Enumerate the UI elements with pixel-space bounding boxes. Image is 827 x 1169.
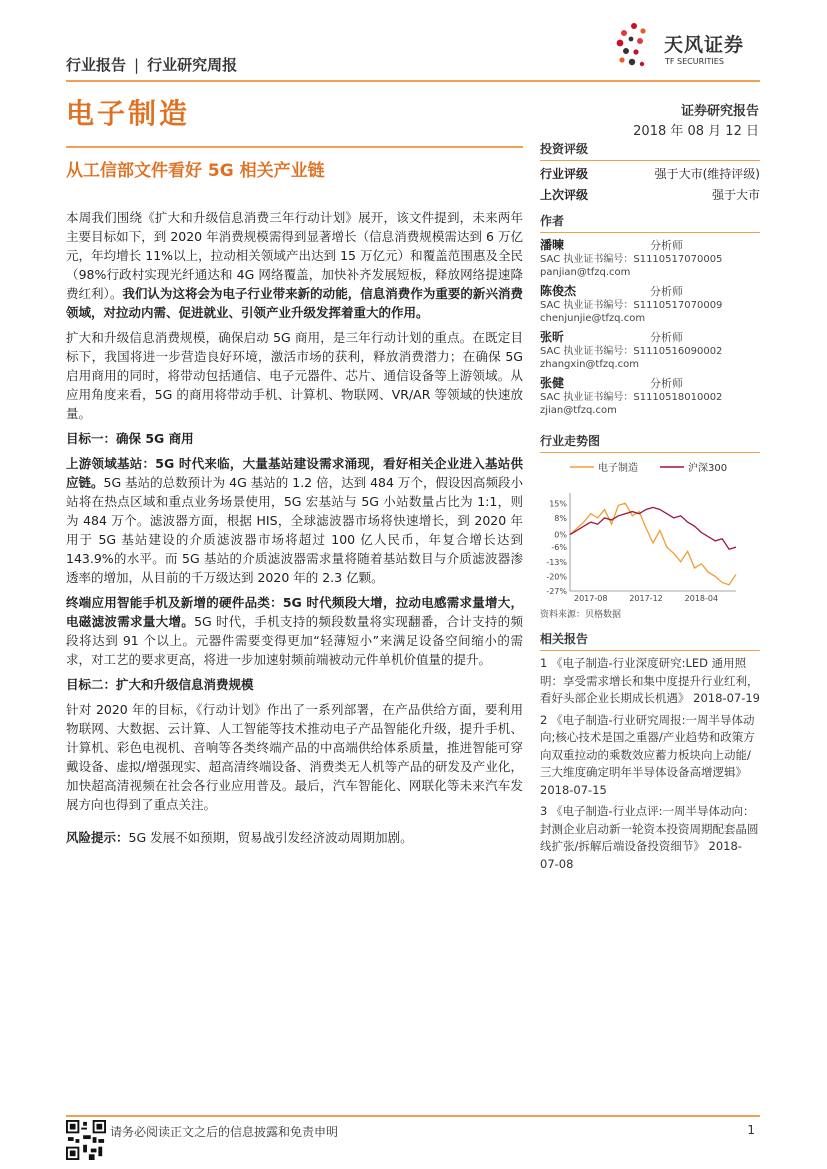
trend-heading: 行业走势图: [540, 432, 760, 453]
analyst-entry: [540, 377, 760, 417]
analyst-entry: [540, 239, 760, 279]
logo-mark-icon: [612, 22, 662, 72]
x-tick-label: 2017-08: [574, 594, 608, 603]
y-tick-label: 15%: [549, 499, 567, 509]
analyst-email[interactable]: panjian@tfzq.com: [540, 267, 631, 278]
intro-conclusion: 我们认为这将会为电子行业带来新的动能，信息消费作为重要的新兴消费领域，对拉动内需、促进就业、引领产业升级发挥着重大的作用。: [66, 286, 523, 320]
analyst-name: 潘暕: [540, 238, 565, 252]
related-report-item[interactable]: 3 《电子制造-行业点评:一周半导体动向：封测企业启动新一轮资本投资周期配套晶圆线扩张/拆解后端设备投资细节》 2018-07-08: [540, 804, 759, 871]
previous-rating-label: 上次评级: [540, 188, 589, 202]
base-station-lead: 上游领域基站：5G 时代来临，大量基站建设需求涌现，看好相关企业进入基站供应链。: [66, 456, 523, 490]
section-heading-goal-1: 目标一：确保 5G 商用: [66, 431, 194, 446]
breadcrumb-report-subtype: 行业研究周报: [147, 56, 238, 74]
chart-source: 资料来源：贝格数据: [540, 610, 622, 620]
y-tick-label: -20%: [546, 572, 567, 582]
logo-name-cn: 天风证券: [664, 34, 745, 56]
page-number: 1: [747, 1123, 755, 1137]
series-line-electronics: [570, 503, 736, 584]
paragraph-terminal: [66, 593, 523, 669]
analyst-email[interactable]: chenjunjie@tfzq.com: [540, 313, 646, 324]
authors-panel: [540, 212, 760, 417]
industry-rating-label: 行业评级: [540, 167, 589, 181]
risk-text: 5G 发展不如预期，贸易战引发经济波动周期加剧。: [128, 830, 413, 845]
paragraph-base-station: [66, 454, 523, 587]
analyst-email[interactable]: zhangxin@tfzq.com: [540, 359, 640, 370]
intro-text: 本周我们围绕《扩大和升级信息消费三年行动计划》展开，该文件提到，未来两年主要目标如下，到 2020 年消费规模需得到显著增长（信息消费规模需达到 6 万亿元，年均增长 11%以上，拉动相关领域产出达到 15 万亿元）和覆盖范围惠及全民（98%行政村实现光纤通达和 4G 网络覆盖，加快补齐发展短板，释放网络提速降费红利）。: [66, 210, 523, 301]
page-title: 电子制造: [66, 97, 191, 130]
related-heading: 相关报告: [540, 630, 760, 651]
logo-name-en: TF SECURITIES: [665, 57, 724, 66]
y-tick-label: -6%: [551, 543, 567, 553]
footer-disclaimer: 请务必阅读正文之后的信息披露和免责申明: [110, 1125, 339, 1139]
legend-label: 沪深300: [688, 463, 728, 474]
authors-heading: 作者: [540, 212, 760, 233]
analyst-entry: [540, 331, 760, 371]
breadcrumb-separator: |: [134, 56, 140, 74]
analyst-role: 分析师: [650, 239, 683, 252]
y-tick-label: 8%: [554, 513, 567, 523]
analyst-role: 分析师: [650, 285, 683, 298]
main-content: [66, 208, 523, 853]
qr-code-icon: [66, 1120, 106, 1160]
x-tick-label: 2017-12: [629, 594, 663, 603]
industry-rating-row: [540, 165, 760, 182]
analyst-name: 张昕: [540, 330, 565, 344]
y-tick-label: 0%: [554, 530, 567, 540]
analyst-role: 分析师: [650, 377, 683, 390]
legend-label: 电子制造: [598, 463, 638, 474]
y-tick-label: -27%: [546, 587, 567, 596]
rating-heading: 投资评级: [540, 140, 760, 161]
analyst-name: 张健: [540, 376, 565, 390]
x-tick-label: 2018-04: [684, 594, 719, 603]
analyst-role: 分析师: [650, 331, 683, 344]
related-report-item[interactable]: 1 《电子制造-行业深度研究:LED 通用照明：享受需求增长和集中度提升行业红利，看好头部企业长期成长机遇》 2018-07-19: [540, 656, 760, 705]
analyst-entry: [540, 285, 760, 325]
report-type: 证券研究报告: [680, 104, 759, 119]
analyst-cert: SAC 执业证书编号：S1110516090002: [540, 346, 723, 357]
terminal-lead: 终端应用智能手机及新增的硬件品类：5G 时代频段大增，拉动电感需求量增大，电磁滤波需求量大增。: [66, 595, 523, 629]
related-report-item[interactable]: 2 《电子制造-行业研究周报:一周半导体动向;核心技术是国之重器/产业趋势和政策方向双重拉动的乘数效应蓄力板块向上动能/三大维度确定明年半导体设备高增逻辑》 2018-07-15: [540, 712, 755, 797]
trend-chart: [540, 453, 760, 603]
industry-rating-value: 强于大市(维持评级): [654, 167, 760, 181]
previous-rating-row: [540, 186, 760, 203]
report-subtitle: 从工信部文件看好 5G 相关产业链: [66, 161, 325, 181]
breadcrumb-report-type: 行业报告: [66, 56, 127, 74]
report-date: 2018 年 08 月 12 日: [633, 124, 759, 139]
analyst-name: 陈俊杰: [540, 284, 577, 298]
paragraph-5g: 扩大和升级信息消费规模，确保启动 5G 商用，是三年行动计划的重点。在既定目标下，我国将进一步营造良好环境，激活市场的获利，释放消费潜力；在确保 5G 启用商用的同时，将带动包括通信、电子元器件、芯片、通信设备等上游领域。从应用角度来看，5G 的商用将带动手机、计算机、物联网、VR/AR 等领域的快速放量。: [66, 330, 523, 421]
analyst-cert: SAC 执业证书编号：S1110518010002: [540, 392, 723, 403]
breadcrumb: [66, 54, 237, 75]
analyst-cert: SAC 执业证书编号：S1110517070009: [540, 300, 723, 311]
previous-rating-value: 强于大市: [711, 188, 760, 202]
section-heading-goal-2: 目标二：扩大和升级信息消费规模: [66, 677, 254, 692]
y-tick-label: -13%: [546, 557, 567, 567]
related-reports-panel: [540, 630, 760, 877]
rating-panel: [540, 140, 760, 203]
paragraph-risk: [66, 828, 523, 847]
analyst-cert: SAC 执业证书编号：S1110517070005: [540, 254, 723, 265]
paragraph-action-plan: 针对 2020 年的目标，《行动计划》作出了一系列部署，在产品供给方面，要利用物联网、大数据、云计算、人工智能等技术推动电子产品智能化升级，提升手机、计算机、彩色电视机、音响等各类终端产品的中高端供给体系质量，推进智能可穿戴设备、虚拟/增强现实、超高清终端设备、消费类无人机等产品的研发及产业化，加快超高清视频在社会各行业应用普及。最后，汽车智能化、网联化等未来汽车发展方向也得到了重点关注。: [66, 702, 523, 812]
top-divider: [66, 80, 760, 82]
footer-divider: [66, 1115, 760, 1117]
company-logo: [612, 22, 762, 72]
trend-panel: [540, 432, 760, 620]
terminal-text: 5G 时代，手机支持的频段数量将实现翻番，合计支持的频段将达到 91 个以上。元器件需要变得更加“轻薄短小”来满足设备空间缩小的需求，对工艺的要求更高，将进一步加速射频前端被动元件单机价值量的提升。: [66, 614, 523, 667]
risk-label: 风险提示：: [66, 830, 129, 845]
base-station-text: 5G 基站的总数预计为 4G 基站的 1.2 倍，达到 484 万个，假设因高频段小站将在热点区域和重点业务场景使用，5G 宏基站与 5G 小站数量占比为 1:1，则为 484 万个。滤波器方面，根据 HIS，全球滤波器市场将快速增长，到 2020 年用于 5G 基站建设的介质滤波器市场将超过 100 亿人民币，年复合增长达到 143.9%的水平。而 5G 基站的介质滤波器需求量将随着基站数目与介质滤波器渗透率的增加，从目前的千万级达到 2020 年的 2.3 亿颗。: [66, 475, 523, 585]
subtitle-divider: [66, 146, 523, 148]
paragraph-intro: [66, 208, 523, 322]
analyst-email[interactable]: zjian@tfzq.com: [540, 405, 617, 416]
